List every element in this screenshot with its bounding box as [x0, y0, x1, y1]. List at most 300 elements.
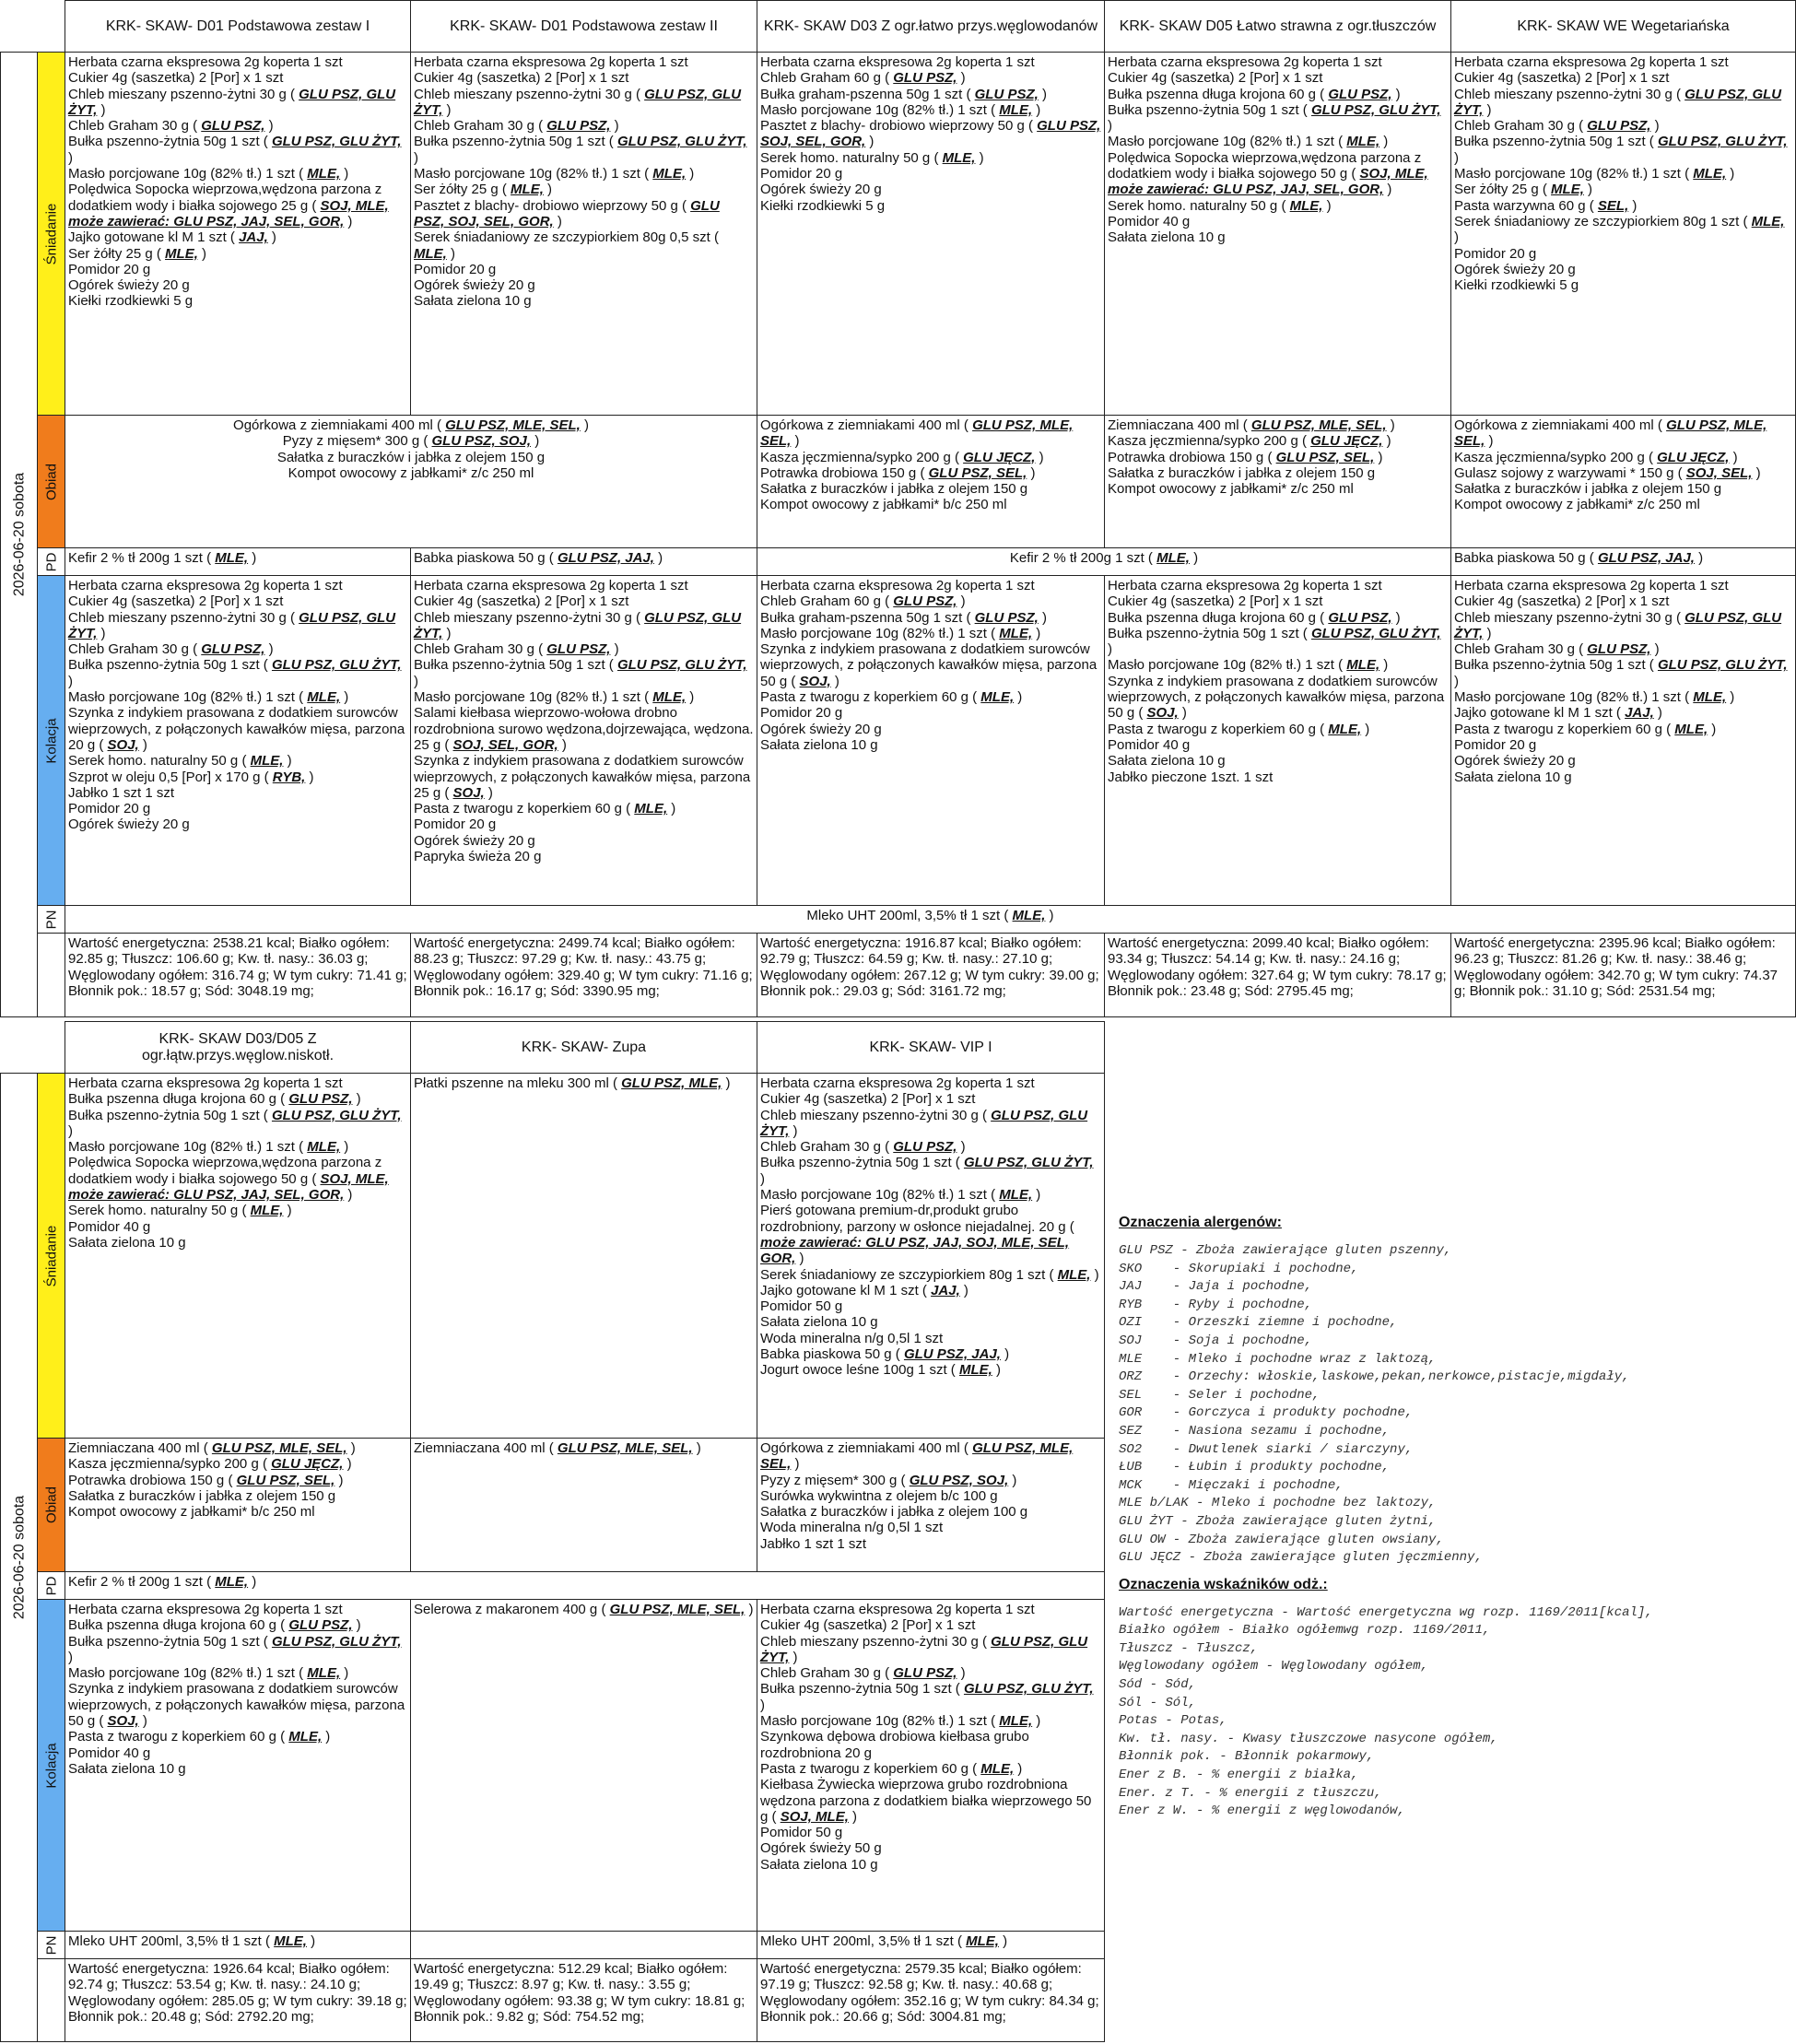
menu-item: Sałata zielona 10 g: [68, 1234, 186, 1251]
menu-item: Herbata czarna ekspresowa 2g koperta 1 szt: [760, 1602, 1035, 1617]
allergen-codes: MLE,: [215, 1574, 249, 1590]
menu-cell: [1451, 548, 1796, 576]
menu-item: Masło porcjowane 10g (82% tł.) 1 szt ( MLE, ): [760, 625, 1041, 641]
menu-item: Kefir 2 % tł 200g 1 szt ( MLE, ): [68, 1574, 257, 1590]
menu-item: Bułka pszenno-żytnia 50g 1 szt ( GLU PSZ, GLU ŻYT, ): [68, 1633, 402, 1665]
allergen-codes: SOJ,: [452, 784, 485, 801]
allergen-codes: JAJ,: [931, 1282, 960, 1298]
menu-cell: [757, 416, 1105, 548]
allergen-codes: GLU PSZ, JAJ,: [557, 550, 654, 566]
allergen-codes: MLE,: [958, 1362, 992, 1379]
menu-cell: [1451, 576, 1796, 906]
menu-item: Kompot owocowy z jabłkami* z/c 250 ml: [1108, 481, 1354, 498]
menu-item: Chleb Graham 30 g ( GLU PSZ, ): [68, 118, 274, 135]
nutrition-cell: Wartość energetyczna: 2579.35 kcal; Białko ogółem: 97.19 g; Tłuszcz: 92.58 g; Kw. tł. nasy.: 40.68 g; Węglowodany ogółem: 352.16 g; W tym cukry: 84.34 g; Błonnik pok.: 20.66 g; Sód: 3004.81 mg;: [757, 1959, 1105, 2042]
legend-item: Tłuszcz - Tłuszcz,: [1119, 1640, 1259, 1656]
allergen-codes: GLU JĘCZ,: [1310, 433, 1383, 450]
allergen-codes: GLU PSZ, SOJ,: [431, 433, 532, 450]
allergen-codes: MLE,: [307, 689, 341, 706]
allergen-codes: GLU PSZ, MLE, SEL,: [609, 1602, 745, 1617]
allergen-codes: GLU PSZ,: [893, 70, 957, 87]
menu-item: Ogórek świeży 20 g: [68, 277, 190, 294]
menu-item: Kasza jęczmienna/sypko 200 g ( GLU JĘCZ, ): [1454, 449, 1738, 465]
allergen-codes: MLE,: [999, 1713, 1033, 1730]
menu-item: Chleb Graham 30 g ( GLU PSZ, ): [414, 118, 619, 135]
allergens-title: Oznaczenia alergenów:: [1119, 1215, 1282, 1230]
allergen-codes: GLU PSZ, GLU ŻYT,: [1657, 657, 1788, 674]
menu-cell: [411, 1932, 757, 1959]
menu-item: Ogórkowa z ziemniakami 400 ml ( GLU PSZ, MLE, SEL, ): [233, 417, 589, 433]
menu-item: Masło porcjowane 10g (82% tł.) 1 szt ( MLE, ): [414, 689, 695, 706]
menu-cell: [757, 53, 1105, 416]
menu-item: Masło porcjowane 10g (82% tł.) 1 szt ( MLE, ): [68, 1139, 349, 1156]
legend-item: GOR - Gorczyca i produkty pochodne,: [1119, 1405, 1414, 1421]
allergen-codes: MLE,: [307, 166, 341, 182]
menu-item: Bułka pszenno-żytnia 50g 1 szt ( GLU PSZ, GLU ŻYT, ): [1108, 101, 1441, 135]
legend-item: Węglowodany ogółem - Węglowodany ogółem,: [1119, 1659, 1429, 1674]
menu-item: Pomidor 20 g: [760, 166, 843, 182]
allergen-codes: GLU PSZ, GLU ŻYT,: [68, 86, 396, 118]
legend-item: GLU JĘCZ - Zboża zawierające gluten jęczmienny,: [1119, 1550, 1483, 1566]
allergen-codes: MLE,: [250, 1203, 284, 1219]
diet-header: KRK- SKAW D03 Z ogr.łatwo przys.węglowodanów: [757, 1, 1105, 53]
allergen-codes: GLU PSZ, MLE, SEL,: [1454, 417, 1767, 450]
menu-item: Ogórek świeży 20 g: [414, 277, 535, 294]
allergen-codes: MLE,: [1156, 550, 1190, 566]
allergen-codes: MLE,: [999, 625, 1033, 641]
menu-item: Sałata zielona 10 g: [760, 736, 878, 753]
allergen-codes: SOJ,: [799, 673, 831, 689]
allergen-codes: GLU JĘCZ,: [1657, 449, 1730, 465]
menu-item: Ogórek świeży 20 g: [1454, 261, 1576, 277]
menu-item: Chleb mieszany pszenno-żytni 30 g ( GLU PSZ, GLU ŻYT, ): [68, 86, 396, 118]
menu-cell: [65, 53, 411, 416]
menu-item: Serek śniadaniowy ze szczypiorkiem 80g 0,5 szt ( MLE, ): [414, 229, 719, 262]
allergen-codes: SOJ,: [107, 736, 139, 753]
menu-item: Pomidor 20 g: [414, 816, 497, 833]
allergen-codes: GLU PSZ, JAJ,: [1597, 550, 1695, 566]
menu-item: Chleb mieszany pszenno-żytni 30 g ( GLU PSZ, GLU ŻYT, ): [1454, 609, 1782, 641]
menu-item: Bułka pszenno-żytnia 50g 1 szt ( GLU PSZ, GLU ŻYT, ): [68, 657, 402, 689]
menu-item: Kiełki rzodkiewki 5 g: [68, 293, 194, 310]
allergen-codes: GLU JĘCZ,: [271, 1456, 344, 1473]
nutrition-cell: Wartość energetyczna: 512.29 kcal; Białko ogółem: 19.49 g; Tłuszcz: 8.97 g; Kw. tł. nasy.: 3.55 g; Węglowodany ogółem: 93.38 g; W tym cukry: 18.81 g; Błonnik pok.: 9.82 g; Sód: 754.52 mg;: [411, 1959, 757, 2042]
menu-item: Chleb Graham 60 g ( GLU PSZ, ): [760, 593, 966, 610]
menu-item: Cukier 4g (saszetka) 2 [Por] x 1 szt: [760, 1091, 976, 1108]
menu-cell: [65, 1439, 411, 1572]
menu-item: Sałata zielona 10 g: [1108, 753, 1226, 769]
menu-item: Chleb mieszany pszenno-żytni 30 g ( GLU PSZ, GLU ŻYT, ): [760, 1633, 1088, 1665]
meal-label-obiad: Obiad: [38, 416, 65, 548]
date-cell: [1, 53, 38, 1017]
allergen-codes: SOJ, MLE, może zawierać: GLU PSZ, JAJ, SEL, GOR,: [68, 1170, 389, 1204]
date-label: 2026-06-20 sobota: [10, 1495, 27, 1620]
menu-cell: [65, 1600, 411, 1932]
allergen-codes: MLE,: [215, 550, 249, 566]
legend-item: Kw. tł. nasy. - Kwasy tłuszczowe nasycone ogółem,: [1119, 1731, 1498, 1746]
menu-item: Jabłko 1 szt 1 szt: [68, 784, 175, 801]
menu-item: Bułka pszenno-żytnia 50g 1 szt ( GLU PSZ, GLU ŻYT, ): [414, 657, 747, 689]
allergen-codes: GLU PSZ, SEL,: [1275, 449, 1375, 465]
allergen-codes: GLU PSZ, SOJ,: [909, 1472, 1009, 1488]
legend-item: Ener z B. - % energii z białka,: [1119, 1768, 1359, 1783]
menu-item: Ogórek świeży 20 g: [760, 182, 882, 198]
allergen-codes: GLU PSZ, JAJ,: [903, 1346, 1001, 1363]
menu-cell: [65, 548, 411, 576]
menu-item: Serek śniadaniowy ze szczypiorkiem 80g 1 szt ( MLE, ): [1454, 213, 1785, 246]
menu-item: Jajko gotowane kl M 1 szt ( JAJ, ): [1454, 705, 1662, 722]
allergen-codes: SOJ, MLE,: [780, 1808, 849, 1825]
diet-header: KRK- SKAW D03/D05 Z ogr.łątw.przys.węglow.niskotł.: [65, 1022, 411, 1074]
legend-item: Ener z W. - % energii z węglowodanów,: [1119, 1803, 1405, 1819]
allergen-codes: SOJ, MLE, może zawierać: GLU PSZ, JAJ, SEL, GOR,: [1108, 166, 1428, 198]
allergen-codes: MLE,: [1012, 908, 1046, 923]
allergen-codes: GLU PSZ, MLE, SEL,: [1250, 417, 1387, 433]
menu-item: Pomidor 40 g: [68, 1744, 151, 1761]
menu-item: Chleb mieszany pszenno-żytni 30 g ( GLU PSZ, GLU ŻYT, ): [414, 86, 742, 118]
legend-item: Białko ogółem - Białko ogółemwg rozp. 1169/2011,: [1119, 1623, 1491, 1639]
allergen-codes: MLE,: [288, 1729, 323, 1745]
menu-item: Bułka pszenno-żytnia 50g 1 szt ( GLU PSZ, GLU ŻYT, ): [414, 134, 747, 166]
menu-item: Babka piaskowa 50 g ( GLU PSZ, JAJ, ): [760, 1346, 1010, 1363]
menu-item: Szynka z indykiem prasowana z dodatkiem surowców wieprzowych, z połączonych kawałków mięsa, parzona 20 g ( SOJ, ): [68, 705, 405, 753]
menu-cell: [1451, 53, 1796, 416]
allergens-list: [1119, 1242, 1782, 1568]
menu-item: Pomidor 40 g: [68, 1218, 151, 1235]
allergen-codes: SOJ, SEL, GOR,: [452, 736, 558, 753]
menu-item: Selerowa z makaronem 400 g ( GLU PSZ, MLE, SEL, ): [414, 1602, 754, 1617]
menu-cell: [1105, 53, 1451, 416]
menu-item: Sałatka z buraczków i jabłka z olejem 150 g: [1454, 481, 1722, 498]
menu-item: Pasta z twarogu z koperkiem 60 g ( MLE, ): [760, 689, 1023, 706]
allergen-codes: MLE,: [634, 801, 668, 817]
nutrition-cell: Wartość energetyczna: 1916.87 kcal; Białko ogółem: 92.79 g; Tłuszcz: 64.59 g; Kw. tł. nasy.: 27.10 g; Węglowodany ogółem: 267.12 g; W tym cukry: 39.00 g; Błonnik pok.: 29.03 g; Sód: 3161.72 mg;: [757, 934, 1105, 1017]
allergen-codes: JAJ,: [1625, 705, 1654, 722]
menu-cell-shared: [65, 906, 1796, 934]
menu-item: Pasta z twarogu z koperkiem 60 g ( MLE, ): [414, 801, 676, 817]
legend-item: SOJ - Soja i pochodne,: [1119, 1333, 1313, 1348]
menu-item: Masło porcjowane 10g (82% tł.) 1 szt ( MLE, ): [760, 101, 1041, 118]
allergen-codes: GLU PSZ, GLU ŻYT,: [1657, 134, 1788, 150]
menu-item: Chleb mieszany pszenno-żytni 30 g ( GLU PSZ, GLU ŻYT, ): [760, 1107, 1088, 1139]
menu-item: Masło porcjowane 10g (82% tł.) 1 szt ( MLE, ): [760, 1187, 1041, 1204]
menu-item: Sałatka z buraczków i jabłka z olejem 150 g: [68, 1487, 336, 1504]
menu-item: Salami kiełbasa wieprzowo-wołowa drobno rozdrobniona surowo wędzona,dojrzewająca, wędzona. 25 g ( SOJ, SEL, GOR, ): [414, 705, 754, 753]
allergen-codes: JAJ,: [239, 229, 268, 246]
menu-item: Herbata czarna ekspresowa 2g koperta 1 szt: [1454, 578, 1729, 593]
allergen-codes: MLE,: [1551, 182, 1584, 198]
menu-item: Potrawka drobiowa 150 g ( GLU PSZ, SEL, ): [1108, 449, 1383, 465]
allergen-codes: GLU PSZ,: [201, 118, 265, 135]
allergen-codes: GLU PSZ,: [974, 609, 1039, 626]
allergen-codes: GLU PSZ,: [893, 593, 957, 610]
menu-item: Potrawka drobiowa 150 g ( GLU PSZ, SEL, ): [760, 464, 1036, 481]
allergen-codes: GLU PSZ,: [1587, 641, 1651, 658]
menu-item: Płatki pszenne na mleku 300 ml ( GLU PSZ, MLE, ): [414, 1075, 731, 1091]
menu-item: Pasta z twarogu z koperkiem 60 g ( MLE, ): [1454, 721, 1717, 737]
menu-item: Sałatka z buraczków i jabłka z olejem 100 g: [760, 1504, 1028, 1521]
menu-item: Szynka z indykiem prasowana z dodatkiem surowców wieprzowych, z połączonych kawałków mięsa, parzona 25 g ( SOJ, ): [414, 753, 751, 801]
menu-item: Pasta z twarogu z koperkiem 60 g ( MLE, ): [760, 1760, 1023, 1777]
menu-cell: [757, 1932, 1105, 1959]
menu-item: Ogórek świeży 20 g: [1454, 753, 1576, 769]
allergen-codes: MLE,: [1751, 213, 1785, 229]
menu-item: Ser żółty 25 g ( MLE, ): [1454, 182, 1593, 198]
legend-item: ŁUB - Łubin i produkty pochodne,: [1119, 1460, 1391, 1475]
menu-item: Pomidor 40 g: [1108, 736, 1191, 753]
menu-item: Sałata zielona 10 g: [760, 1314, 878, 1331]
menu-item: Szynka z indykiem prasowana z dodatkiem surowców wieprzowych, z połączonych kawałków mięsa, parzona 50 g ( SOJ, ): [760, 641, 1098, 689]
allergen-codes: MLE,: [980, 1760, 1015, 1777]
menu-item: Ogórek świeży 50 g: [760, 1840, 882, 1857]
menu-item: Szprot w oleju 0,5 [Por] x 170 g ( RYB, ): [68, 769, 314, 785]
menu-item: Ziemniaczana 400 ml ( GLU PSZ, MLE, SEL, ): [1108, 417, 1395, 433]
menu-item: Polędwica Sopocka wieprzowa,wędzona parzona z dodatkiem wody i białka sojowego 50 g ( SOJ, MLE, może zawierać: GLU PSZ, JAJ, SEL, GOR, ): [1108, 149, 1428, 198]
menu-item: Cukier 4g (saszetka) 2 [Por] x 1 szt: [1454, 70, 1670, 87]
menu-item: Masło porcjowane 10g (82% tł.) 1 szt ( MLE, ): [1454, 166, 1735, 182]
menu-item: Cukier 4g (saszetka) 2 [Por] x 1 szt: [760, 1617, 976, 1634]
menu-cell: [757, 576, 1105, 906]
allergen-codes: GLU PSZ, GLU ŻYT,: [271, 1107, 402, 1123]
allergen-codes: MLE,: [1346, 657, 1380, 674]
menu-item: Mleko UHT 200ml, 3,5% tł 1 szt ( MLE, ): [68, 1933, 316, 1949]
menu-item: Kompot owocowy z jabłkami* z/c 250 ml: [288, 464, 534, 481]
menu-item: Jabłko 1 szt 1 szt: [760, 1535, 867, 1552]
legend-item: Sód - Sód,: [1119, 1677, 1197, 1693]
menu-item: Masło porcjowane 10g (82% tł.) 1 szt ( MLE, ): [1108, 657, 1389, 674]
menu-item: Serek homo. naturalny 50 g ( MLE, ): [1108, 197, 1332, 214]
allergen-codes: SOJ, MLE, może zawierać: GLU PSZ, JAJ, SEL, GOR,: [68, 197, 389, 229]
allergen-codes: MLE,: [652, 166, 687, 182]
nutrition-cell: Wartość energetyczna: 1926.64 kcal; Białko ogółem: 92.74 g; Tłuszcz: 53.54 g; Kw. tł. nasy.: 24.10 g; Węglowodany ogółem: 285.05 g; W tym cukry: 39.18 g; Błonnik pok.: 20.48 g; Sód: 2792.20 mg;: [65, 1959, 411, 2042]
allergen-codes: GLU PSZ, MLE, SEL,: [760, 417, 1074, 450]
menu-cell-shared: [65, 1572, 1105, 1600]
menu-item: Serek homo. naturalny 50 g ( MLE, ): [760, 149, 984, 166]
menu-item: Pyzy z mięsem* 300 g ( GLU PSZ, SOJ, ): [282, 433, 540, 450]
legend-item: SEL - Seler i pochodne,: [1119, 1387, 1321, 1403]
menu-item: Woda mineralna n/g 0,5l 1 szt: [760, 1520, 944, 1536]
menu-item: Kasza jęczmienna/sypko 200 g ( GLU JĘCZ, ): [68, 1456, 352, 1473]
menu-item: Cukier 4g (saszetka) 2 [Por] x 1 szt: [414, 70, 629, 87]
menu-item: Ogórkowa z ziemniakami 400 ml ( GLU PSZ, MLE, SEL, ): [760, 417, 1074, 450]
diet-header: KRK- SKAW- D01 Podstawowa zestaw I: [65, 1, 411, 53]
allergen-codes: SOJ, SEL,: [1685, 464, 1753, 481]
menu-item: Herbata czarna ekspresowa 2g koperta 1 szt: [760, 1075, 1035, 1091]
legend: [1119, 1215, 1782, 1821]
allergen-codes: GLU PSZ, GLU ŻYT,: [1454, 86, 1782, 118]
menu-item: Jogurt owoce leśne 100g 1 szt ( MLE, ): [760, 1362, 1001, 1379]
legend-item: RYB - Ryby i pochodne,: [1119, 1297, 1313, 1312]
allergen-codes: MLE,: [250, 753, 284, 769]
allergen-codes: MLE,: [1674, 721, 1708, 737]
allergen-codes: MLE,: [307, 1139, 341, 1156]
menu-item: Masło porcjowane 10g (82% tł.) 1 szt ( MLE, ): [760, 1713, 1041, 1730]
menu-item: Herbata czarna ekspresowa 2g koperta 1 szt: [68, 54, 343, 70]
legend-item: GLU ŻYT - Zboża zawierające gluten żytni,: [1119, 1513, 1437, 1529]
allergen-codes: GLU PSZ, GLU ŻYT,: [414, 609, 742, 641]
menu-item: Jajko gotowane kl M 1 szt ( JAJ, ): [68, 229, 276, 246]
allergen-codes: może zawierać: GLU PSZ, JAJ, SOJ, MLE, SEL, GOR,: [760, 1234, 1070, 1267]
menu-item: Babka piaskowa 50 g ( GLU PSZ, JAJ, ): [1454, 550, 1704, 566]
menu-item: Masło porcjowane 10g (82% tł.) 1 szt ( MLE, ): [1454, 689, 1735, 706]
menu-item: Sałata zielona 10 g: [760, 1856, 878, 1873]
menu-item: Pyzy z mięsem* 300 g ( GLU PSZ, SOJ, ): [760, 1472, 1017, 1488]
menu-item: Bułka pszenno-żytnia 50g 1 szt ( GLU PSZ, GLU ŻYT, ): [1454, 657, 1788, 689]
menu-item: Cukier 4g (saszetka) 2 [Por] x 1 szt: [68, 593, 284, 610]
menu-cell-shared: [65, 416, 757, 548]
allergen-codes: GLU PSZ, GLU ŻYT,: [1454, 609, 1782, 641]
menu-item: Ogórek świeży 20 g: [414, 832, 535, 849]
nutrition-cell: Wartość energetyczna: 2538.21 kcal; Białko ogółem: 92.85 g; Tłuszcz: 106.60 g; Kw. tł. nasy.: 36.03 g; Węglowodany ogółem: 316.74 g; W tym cukry: 71.41 g; Błonnik pok.: 18.57 g; Sód: 3048.19 mg;: [65, 934, 411, 1017]
allergen-codes: GLU PSZ, MLE, SEL,: [760, 1440, 1074, 1473]
allergen-codes: MLE,: [942, 149, 976, 166]
menu-item: Gulasz sojowy z warzywami * 150 g ( SOJ, SEL, ): [1454, 464, 1761, 481]
menu-item: Serek homo. naturalny 50 g ( MLE, ): [68, 1203, 292, 1219]
allergen-codes: GLU PSZ, GLU ŻYT,: [271, 657, 402, 674]
allergen-codes: GLU PSZ, GLU ŻYT,: [963, 1155, 1094, 1171]
diet-header: KRK- SKAW WE Wegetariańska: [1451, 1, 1796, 53]
menu-cell: [411, 548, 757, 576]
allergen-codes: GLU PSZ,: [546, 118, 611, 135]
allergen-codes: MLE,: [414, 245, 447, 262]
menu-item: Pomidor 20 g: [68, 801, 151, 817]
allergen-codes: GLU PSZ,: [893, 1139, 957, 1156]
meal-label-kolacja: Kolacja: [38, 576, 65, 906]
menu-item: Pomidor 40 g: [1108, 213, 1191, 229]
menu-cell-shared: [757, 548, 1451, 576]
menu-item: Herbata czarna ekspresowa 2g koperta 1 szt: [760, 578, 1035, 593]
legend-item: Wartość energetyczna - Wartość energetyczna wg rozp. 1169/2011[kcal],: [1119, 1604, 1653, 1620]
legend-item: OZI - Orzeszki ziemne i pochodne,: [1119, 1315, 1398, 1331]
diet-header: KRK- SKAW- Zupa: [411, 1022, 757, 1074]
menu-item: Herbata czarna ekspresowa 2g koperta 1 szt: [1108, 578, 1382, 593]
menu-item: Pomidor 20 g: [1454, 245, 1537, 262]
diet-header: KRK- SKAW- VIP I: [757, 1022, 1105, 1074]
allergen-codes: RYB,: [272, 769, 306, 785]
menu-item: Bułka pszenno-żytnia 50g 1 szt ( GLU PSZ, GLU ŻYT, ): [1454, 134, 1788, 166]
menu-cell: [65, 1932, 411, 1959]
indicators-list: [1119, 1604, 1782, 1821]
allergen-codes: MLE,: [980, 689, 1015, 706]
menu-item: Serek śniadaniowy ze szczypiorkiem 80g 1 szt ( MLE, ): [760, 1266, 1099, 1283]
date-cell: [1, 1074, 38, 2042]
meal-label-obiad: Obiad: [38, 1439, 65, 1572]
menu-item: Sałata zielona 10 g: [1108, 229, 1226, 246]
menu-item: Cukier 4g (saszetka) 2 [Por] x 1 szt: [1454, 593, 1670, 610]
menu-item: Kompot owocowy z jabłkami* b/c 250 ml: [760, 497, 1007, 513]
menu-cell: [757, 1439, 1105, 1572]
menu-item: Papryka świeża 20 g: [414, 849, 542, 865]
menu-item: Chleb Graham 30 g ( GLU PSZ, ): [414, 641, 619, 658]
allergen-codes: GLU PSZ, GLU ŻYT,: [616, 134, 747, 150]
meal-label-pd: PD: [38, 548, 65, 576]
menu-item: Bułka pszenno-żytnia 50g 1 szt ( GLU PSZ, GLU ŻYT, ): [760, 1155, 1094, 1187]
legend-item: MCK - Mięczaki i pochodne,: [1119, 1477, 1344, 1493]
menu-item: Pomidor 50 g: [760, 1298, 843, 1315]
menu-item: Surówka wykwintna z olejem b/c 100 g: [760, 1487, 998, 1504]
meal-label-kolacja: Kolacja: [38, 1600, 65, 1932]
allergen-codes: GLU PSZ, GLU ŻYT,: [271, 134, 402, 150]
menu-item: Chleb mieszany pszenno-żytni 30 g ( GLU PSZ, GLU ŻYT, ): [68, 609, 396, 641]
menu-item: Masło porcjowane 10g (82% tł.) 1 szt ( MLE, ): [68, 689, 349, 706]
menu-item: Kefir 2 % tł 200g 1 szt ( MLE, ): [68, 550, 257, 566]
allergen-codes: MLE,: [1693, 689, 1727, 706]
menu-item: Bułka graham-pszenna 50g 1 szt ( GLU PSZ, ): [760, 609, 1047, 626]
menu-item: Herbata czarna ekspresowa 2g koperta 1 szt: [68, 1602, 343, 1617]
allergen-codes: GLU PSZ, MLE, SEL,: [557, 1440, 693, 1456]
allergen-codes: MLE,: [1693, 166, 1727, 182]
menu-cell: [65, 576, 411, 906]
menu-item: Pasztet z blachy- drobiowo wieprzowy 50 g ( GLU PSZ, SOJ, SEL, GOR, ): [414, 197, 720, 229]
menu-item: Kiełbasa Żywiecka wieprzowa grubo rozdrobniona wędzona parzona z dodatkiem białka wieprzowego 50 g ( SOJ, MLE, ): [760, 1777, 1092, 1825]
allergen-codes: MLE,: [999, 101, 1033, 118]
menu-item: Mleko UHT 200ml, 3,5% tł 1 szt ( MLE, ): [760, 1933, 1008, 1949]
corner-blank: [1, 1, 65, 53]
menu-item: Jajko gotowane kl M 1 szt ( JAJ, ): [760, 1282, 968, 1298]
menu-item: Masło porcjowane 10g (82% tł.) 1 szt ( MLE, ): [68, 1665, 349, 1682]
menu-item: Cukier 4g (saszetka) 2 [Por] x 1 szt: [1108, 593, 1323, 610]
menu-item: Herbata czarna ekspresowa 2g koperta 1 szt: [414, 54, 688, 70]
allergen-codes: MLE,: [966, 1933, 999, 1949]
menu-item: Polędwica Sopocka wieprzowa,wędzona parzona z dodatkiem wody i białka sojowego 25 g ( SOJ, MLE, może zawierać: GLU PSZ, JAJ, SEL, GOR, ): [68, 182, 389, 229]
allergen-codes: MLE,: [165, 245, 198, 262]
menu-item: Babka piaskowa 50 g ( GLU PSZ, JAJ, ): [414, 550, 663, 566]
meal-label-pn: PN: [38, 1932, 65, 1959]
menu-item: Pasta z twarogu z koperkiem 60 g ( MLE, ): [1108, 721, 1370, 737]
nutrition-cell: Wartość energetyczna: 2099.40 kcal; Białko ogółem: 93.34 g; Tłuszcz: 54.14 g; Kw. tł. nasy.: 24.16 g; Węglowodany ogółem: 327.64 g; W tym cukry: 78.17 g; Błonnik pok.: 23.48 g; Sód: 2795.45 mg;: [1105, 934, 1451, 1017]
meal-label-pn: PN: [38, 906, 65, 934]
menu-item: Polędwica Sopocka wieprzowa,wędzona parzona z dodatkiem wody i białka sojowego 50 g ( SOJ, MLE, może zawierać: GLU PSZ, JAJ, SEL, GOR, ): [68, 1155, 389, 1204]
menu-item: Ogórek świeży 20 g: [760, 721, 882, 737]
menu-table-2: [0, 1021, 1105, 2042]
menu-item: Chleb mieszany pszenno-żytni 30 g ( GLU PSZ, GLU ŻYT, ): [1454, 86, 1782, 118]
allergen-codes: GLU PSZ, GLU ŻYT,: [414, 86, 742, 118]
menu-item: Masło porcjowane 10g (82% tł.) 1 szt ( MLE, ): [68, 166, 349, 182]
menu-item: Pierś gotowana premium-dr,produkt grubo rozdrobniony, parzony w osłonce niejadalnej. 20 g ( może zawierać: GLU PSZ, JAJ, SOJ, MLE, SEL, GOR, ): [760, 1203, 1074, 1267]
menu-item: Mleko UHT 200ml, 3,5% tł 1 szt ( MLE, ): [806, 908, 1054, 923]
allergen-codes: GLU PSZ,: [974, 86, 1039, 102]
allergen-codes: GLU PSZ, SEL,: [236, 1472, 335, 1488]
nutrition-blank: [38, 1959, 65, 2042]
allergen-codes: GLU PSZ, GLU ŻYT,: [68, 609, 396, 641]
legend-item: MLE - Mleko i pochodne wraz z laktozą,: [1119, 1351, 1437, 1367]
allergen-codes: GLU PSZ,: [546, 641, 611, 658]
menu-item: Herbata czarna ekspresowa 2g koperta 1 szt: [414, 578, 688, 593]
menu-item: Ogórkowa z ziemniakami 400 ml ( GLU PSZ, MLE, SEL, ): [1454, 417, 1767, 450]
menu-item: Potrawka drobiowa 150 g ( GLU PSZ, SEL, ): [68, 1472, 344, 1488]
menu-item: Pasta z twarogu z koperkiem 60 g ( MLE, ): [68, 1729, 331, 1745]
meal-label-pd: PD: [38, 1572, 65, 1600]
legend-item: Potas - Potas,: [1119, 1713, 1227, 1729]
menu-cell: [411, 1074, 757, 1439]
legend-item: GLU PSZ - Zboża zawierające gluten pszenny,: [1119, 1243, 1452, 1258]
menu-item: Chleb Graham 30 g ( GLU PSZ, ): [68, 641, 274, 658]
menu-item: Herbata czarna ekspresowa 2g koperta 1 szt: [760, 54, 1035, 70]
allergen-codes: GLU PSZ, MLE, SEL,: [211, 1440, 347, 1456]
menu-item: Chleb Graham 60 g ( GLU PSZ, ): [760, 70, 966, 87]
allergen-codes: MLE,: [1289, 197, 1323, 214]
allergen-codes: GLU PSZ,: [288, 1091, 353, 1108]
legend-item: JAJ - Jaja i pochodne,: [1119, 1279, 1313, 1295]
menu-item: Kasza jęczmienna/sypko 200 g ( GLU JĘCZ, ): [1108, 433, 1391, 450]
menu-item: Kefir 2 % tł 200g 1 szt ( MLE, ): [1009, 550, 1199, 566]
nutrition-blank: [38, 934, 65, 1017]
menu-item: Jabłko pieczone 1szt. 1 szt: [1108, 769, 1274, 785]
menu-cell: [757, 1600, 1105, 1932]
allergen-codes: GLU PSZ,: [288, 1617, 353, 1634]
nutrition-cell: Wartość energetyczna: 2395.96 kcal; Białko ogółem: 96.23 g; Tłuszcz: 81.26 g; Kw. tł. nasy.: 38.46 g; Węglowodany ogółem: 342.70 g; W tym cukry: 74.37 g; Błonnik pok.: 31.10 g; Sód: 2531.54 mg;: [1451, 934, 1796, 1017]
allergen-codes: GLU PSZ, GLU ŻYT,: [271, 1633, 402, 1650]
